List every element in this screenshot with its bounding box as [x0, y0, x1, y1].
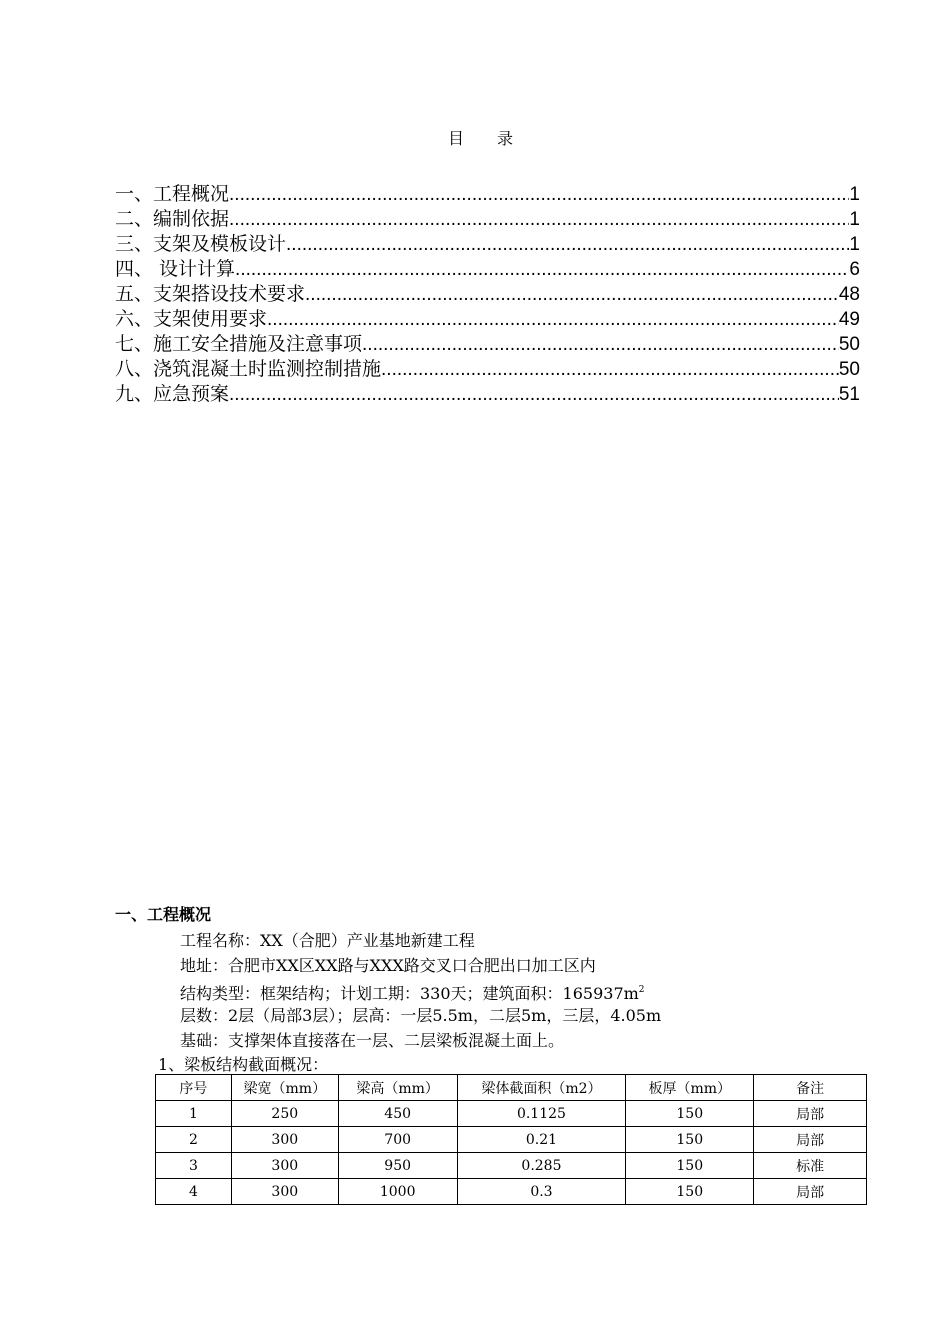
toc-leader	[305, 282, 839, 307]
toc-entry[interactable]	[115, 307, 860, 332]
column-header: 序号	[156, 1075, 232, 1101]
table-cell: 1000	[338, 1179, 457, 1205]
toc-entry-label: 八、浇筑混凝土时监测控制措施	[115, 358, 382, 380]
table-header-row	[156, 1075, 867, 1101]
toc-entry-label: 七、施工安全措施及注意事项	[115, 333, 363, 355]
toc-leader	[362, 332, 839, 357]
toc-leader	[235, 257, 849, 282]
section-heading: 一、工程概况	[115, 905, 212, 924]
table-cell: 150	[626, 1101, 754, 1127]
toc-leader	[229, 207, 849, 232]
table-row	[156, 1179, 867, 1205]
toc-entry-page: 6	[849, 259, 860, 280]
table-cell: 300	[231, 1179, 338, 1205]
table-cell: 0.1125	[457, 1101, 626, 1127]
toc-entry-page: 49	[838, 309, 860, 330]
toc-entry-page: 1	[849, 209, 860, 230]
toc-leader	[267, 307, 839, 332]
table-cell: 0.285	[457, 1153, 626, 1179]
toc-entry-label: 六、支架使用要求	[115, 308, 268, 330]
table-cell: 局部	[754, 1127, 867, 1153]
table-cell: 2	[156, 1127, 232, 1153]
column-header: 板厚（mm）	[626, 1075, 754, 1101]
table-of-contents	[115, 182, 860, 407]
table-cell: 250	[231, 1101, 338, 1127]
toc-entry-page: 1	[849, 234, 860, 255]
project-address: 地址：合肥市XX区XX路与XXX路交叉口合肥出口加工区内	[180, 956, 596, 975]
toc-entry-label: 四、 设计计算	[115, 258, 236, 280]
column-header: 梁体截面积（m2）	[457, 1075, 626, 1101]
table-title: 1、梁板结构截面概况：	[158, 1055, 329, 1074]
table-cell: 150	[626, 1153, 754, 1179]
toc-leader	[286, 232, 849, 257]
table-cell: 150	[626, 1179, 754, 1205]
toc-entry[interactable]	[115, 382, 860, 407]
table-cell: 1	[156, 1101, 232, 1127]
table-cell: 局部	[754, 1101, 867, 1127]
toc-leader	[229, 182, 849, 207]
toc-entry-label: 九、应急预案	[115, 383, 230, 405]
table-cell: 700	[338, 1127, 457, 1153]
toc-entry-label: 一、工程概况	[115, 183, 230, 205]
toc-title: 目 录	[447, 129, 528, 148]
toc-entry[interactable]	[115, 207, 860, 232]
table-cell: 450	[338, 1101, 457, 1127]
table-cell: 4	[156, 1179, 232, 1205]
floor-info: 层数：2层（局部3层）；层高：一层5.5m，二层5m，三层，4.05m	[180, 1006, 662, 1025]
table-cell: 300	[231, 1127, 338, 1153]
table-cell: 150	[626, 1127, 754, 1153]
toc-entry-label: 五、支架搭设技术要求	[115, 283, 306, 305]
toc-entry[interactable]	[115, 232, 860, 257]
toc-entry[interactable]	[115, 332, 860, 357]
table-cell: 950	[338, 1153, 457, 1179]
structure-info	[180, 978, 880, 1003]
toc-leader	[381, 357, 839, 382]
toc-entry[interactable]	[115, 357, 860, 382]
table-cell: 局部	[754, 1179, 867, 1205]
table-cell: 0.3	[457, 1179, 626, 1205]
beam-slab-table	[155, 1074, 867, 1205]
table-cell: 3	[156, 1153, 232, 1179]
table-row	[156, 1101, 867, 1127]
foundation-info: 基础：支撑架体直接落在一层、二层梁板混凝土面上。	[180, 1031, 565, 1050]
table-cell: 0.21	[457, 1127, 626, 1153]
table-cell: 标准	[754, 1153, 867, 1179]
table-row	[156, 1127, 867, 1153]
toc-leader	[229, 382, 839, 407]
toc-entry-page: 50	[838, 334, 860, 355]
column-header: 梁宽（mm）	[231, 1075, 338, 1101]
toc-entry-page: 50	[838, 359, 860, 380]
structure-text: 结构类型：框架结构；计划工期：330天；建筑面积：165937m	[180, 984, 639, 1003]
toc-entry-label: 二、编制依据	[115, 208, 230, 230]
column-header: 备注	[754, 1075, 867, 1101]
toc-entry-page: 51	[838, 384, 860, 405]
toc-entry[interactable]	[115, 282, 860, 307]
toc-entry-page: 48	[838, 284, 860, 305]
toc-entry-label: 三、支架及模板设计	[115, 233, 287, 255]
project-name: 工程名称：XX（合肥）产业基地新建工程	[180, 931, 475, 950]
toc-entry[interactable]	[115, 257, 860, 282]
toc-entry[interactable]	[115, 182, 860, 207]
area-unit-superscript: 2	[638, 985, 645, 995]
table-cell: 300	[231, 1153, 338, 1179]
column-header: 梁高（mm）	[338, 1075, 457, 1101]
toc-entry-page: 1	[849, 184, 860, 205]
table-row	[156, 1153, 867, 1179]
project-overview	[180, 928, 880, 1053]
